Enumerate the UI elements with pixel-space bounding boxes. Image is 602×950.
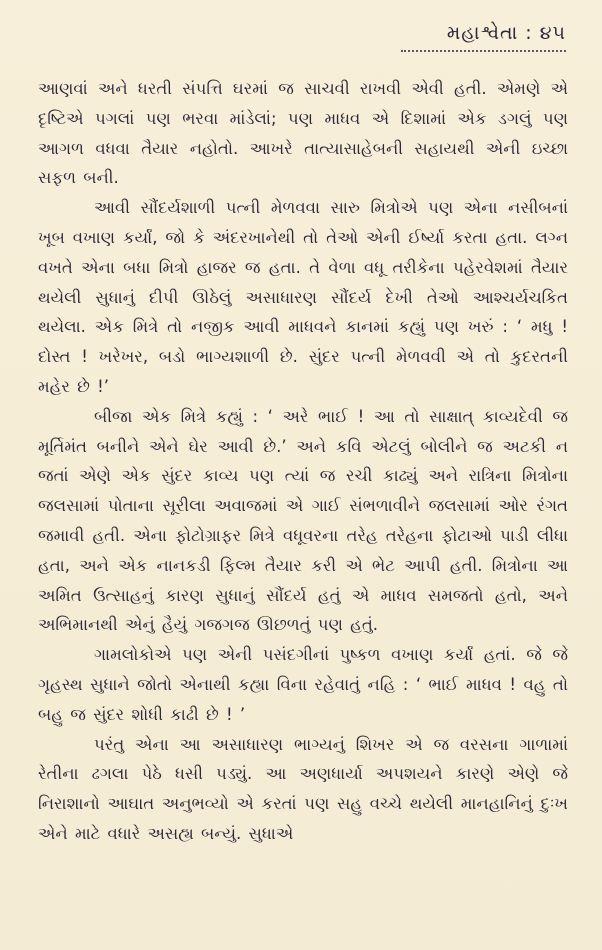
paragraph-continuation: આણવાં અને ધરતી સંપત્તિ ઘરમાં જ સાચવી રાખવી એવી હતી. એમણે એ દૃષ્ટિએ પગલાં પણ ભરવા માંડેલાં; પણ માધવ એ દિશામાં એક ડગલું પણ આગળ વધવા તૈયાર નહોતો. આખરે તાત્યાસાહેબની સહાયથી એની ઇચ્છા સફળ બની. (38, 79, 568, 188)
running-header: મહાશ્વેતા : ૪૫ (446, 22, 566, 44)
paragraph-villagers: ગામલોકોએ પણ એની પસંદગીનાં પુષ્કળ વખાણ કર્યાં હતાં. જે જે ગૃહસ્થ સુધાને જોતો એનાથી કહ્યા વિના રહેવાતું નહિ : ‘ ભાઈ માધવ ! વહુ તો બહુ જ સુંદર શોધી કાઢી છે ! ’ (38, 645, 568, 724)
body-text (38, 74, 568, 849)
paragraph-friends-praise: આવી સૌંદર્યશાળી પત્ની મેળવવા સારુ મિત્રોએ પણ એના નસીબનાં ખૂબ વખાણ કર્યાં, જો કે અંદરખાનેથી તો તેઓ એની ઈર્ષ્યા કરતા હતા. લગ્ન વખતે એના બધા મિત્રો હાજર જ હતા. તે વેળા વધૂ તરીકેના પહેરવેશમાં તૈયાર થયેલી સુધાનું દીપી ઊઠેલું અસાધારણ સૌંદર્ય દેખી તેઓ આશ્ચર્યચકિત થયેલા. એક મિત્રે તો નજીક આવી માધવને કાનમાં કહ્યું પણ ખરું : ‘ મધુ ! દોસ્ત ! ખરેખર, બડો ભાગ્યશાળી છે. સુંદર પત્ની મેળવવી એ તો કુદરતની મહેર છે !’ (38, 198, 568, 396)
paragraph-poet-friend: બીજા એક મિત્રે કહ્યું : ‘ અરે ભાઈ ! આ તો સાક્ષાત્ કાવ્યદેવી જ મૂર્તિમંત બનીને એને ઘેર આવી છે.’ અને કવિ એટલું બોલીને જ અટકી ન જતાં એણે એક સુંદર કાવ્ય પણ ત્યાં જ રચી કાઢ્યું અને રાત્રિના મિત્રોના જલસામાં પોતાના સૂરીલા અવાજમાં એ ગાઈ સંભળાવીને જલસામાં ઓર રંગત જમાવી હતી. એના ફોટોગ્રાફર મિત્રે વધૂવરના તરેહ તરેહના ફોટાઓ પાડી લીધા હતા, અને એક નાનકડી ફિલ્મ તૈયાર કરી એ ભેટ આપી હતી. મિત્રોના આ અમિત ઉત્સાહનું કારણ સુધાનું સૌંદર્ય હતું એ માધવ સમજતો હતો, અને અભિમાનથી એનું હૈયું ગજગજ ઊછળતું પણ હતું. (38, 406, 568, 635)
header-dotted-rule (401, 50, 566, 52)
paragraph-misfortune: પરંતુ એના આ અસાધારણ ભાગ્યનું શિખર એ જ વરસના ગાળામાં રેતીના ઢગલા પેઠે ધસી પડ્યું. આ અણધાર્યા અપશયને કારણે એણે જે નિરાશાનો આઘાત અનુભવ્યો એ કરતાં પણ સહુ વચ્ચે થયેલી માનહાનિનું દુઃખ એને માટે વધારે અસહ્ય બન્યું. સુધાએ (38, 734, 568, 843)
